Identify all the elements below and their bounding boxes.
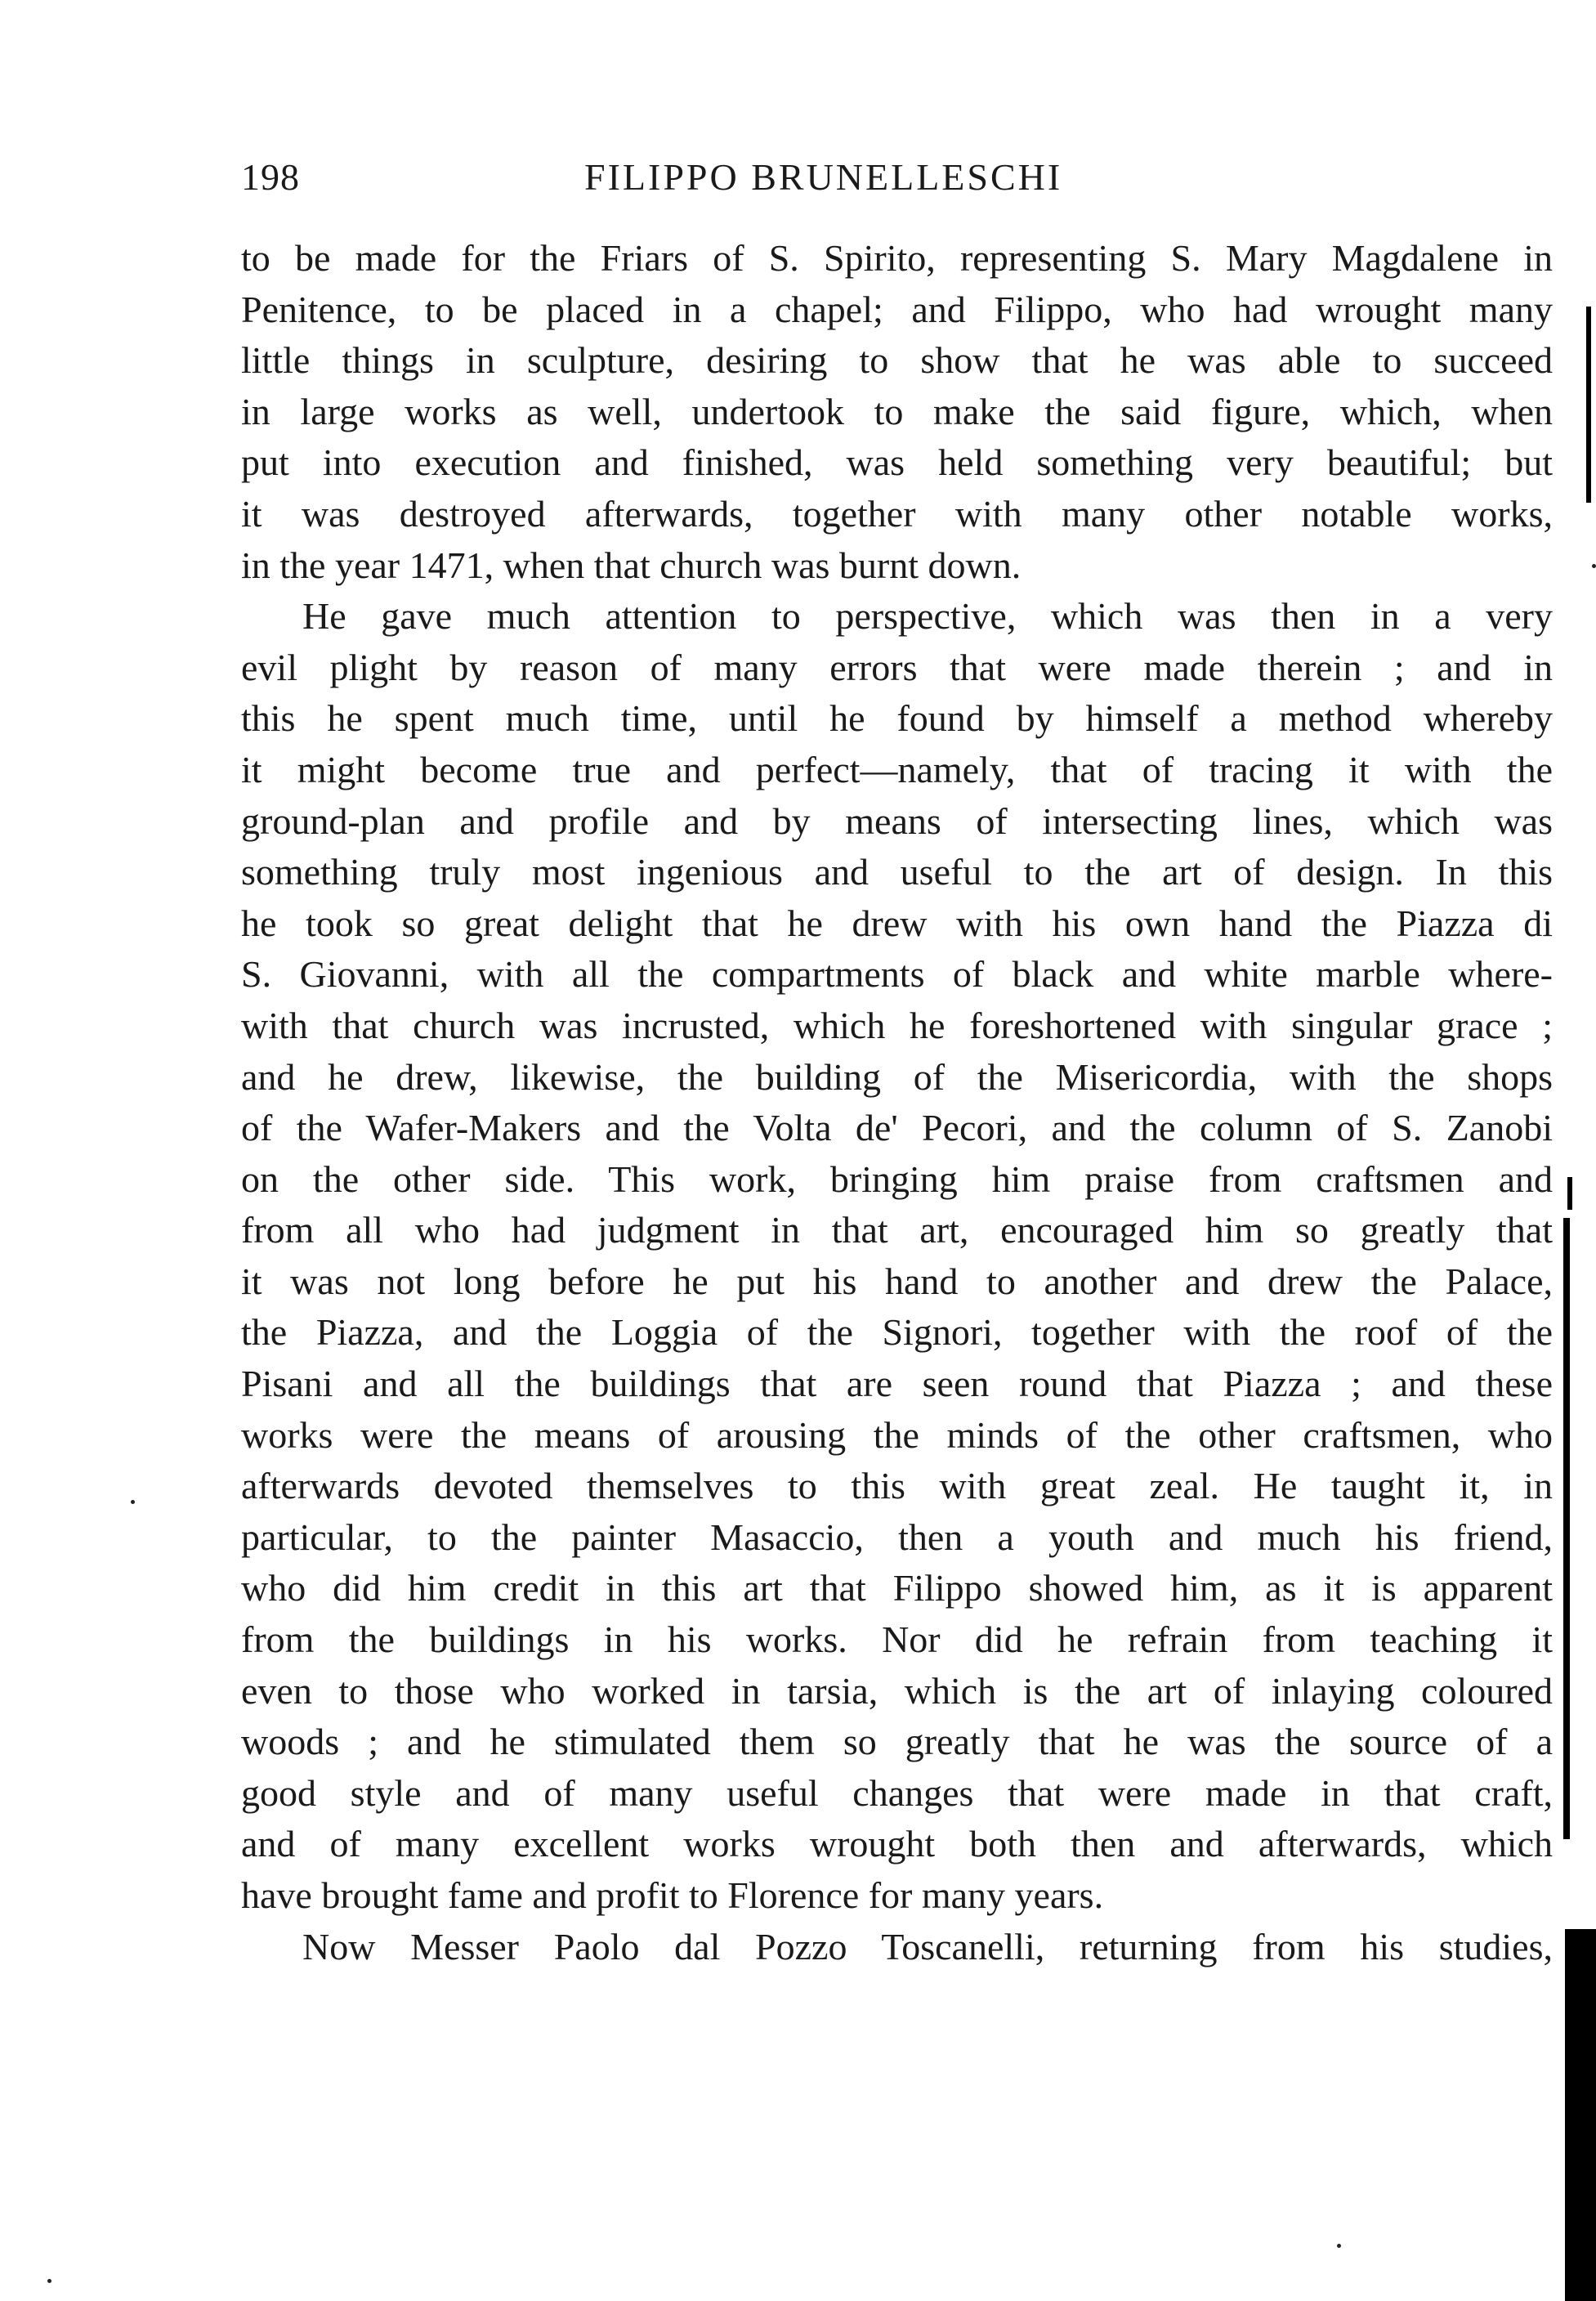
scan-speck <box>1592 564 1596 568</box>
body-text <box>241 233 1553 1972</box>
scan-speck <box>131 1500 135 1504</box>
text-line: on the other side. This work, bringing him praise from craftsmen and <box>241 1157 1553 1200</box>
text-line: to be made for the Friars of S. Spirito, representing S. Mary Magdalene in <box>241 237 1553 279</box>
text-line: and he drew, likewise, the building of the Misericordia, with the shops <box>241 1055 1553 1098</box>
running-head <box>241 155 1596 204</box>
scan-edge-mark <box>1586 307 1591 503</box>
text-line: and of many excellent works wrought both then and afterwards, which <box>241 1823 1553 1865</box>
text-line: Pisani and all the buildings that are seen round that Piazza ; and these <box>241 1363 1553 1405</box>
text-line: it was destroyed afterwards, together with many other notable works, <box>241 492 1553 535</box>
text-line: he took so great delight that he drew with his own hand the Piazza di <box>241 902 1553 944</box>
text-line: woods ; and he stimulated them so greatly that he was the source of a <box>241 1721 1553 1763</box>
text-line: in large works as well, undertook to make the said figure, which, when <box>241 390 1553 432</box>
paragraph-3 <box>241 1922 1553 1973</box>
text-line: evil plight by reason of many errors that were made therein ; and in <box>241 646 1553 688</box>
text-line: afterwards devoted themselves to this with great zeal. He taught it, in <box>241 1465 1553 1507</box>
text-line: from the buildings in his works. Nor did he refrain from teaching it <box>241 1618 1553 1661</box>
text-line: the Piazza, and the Loggia of the Signori, together with the roof of the <box>241 1311 1553 1354</box>
text-line: something truly most ingenious and useful to the art of design. In this <box>241 851 1553 893</box>
scan-edge-mark <box>1563 1218 1570 1839</box>
text-line: Penitence, to be placed in a chapel; and Filippo, who had wrought many <box>241 288 1553 330</box>
text-line: have brought fame and profit to Florence for many years. <box>241 1874 1104 1916</box>
text-line: little things in sculpture, desiring to show that he was able to succeed <box>241 339 1553 382</box>
text-line: particular, to the painter Masaccio, then a youth and much his friend, <box>241 1515 1553 1558</box>
text-line: ground-plan and profile and by means of intersecting lines, which was <box>241 799 1553 842</box>
running-title: FILIPPO BRUNELLESCHI <box>584 156 1063 198</box>
scan-edge-mark <box>1565 1929 1596 2301</box>
scan-speck <box>1337 2244 1341 2248</box>
text-line: who did him credit in this art that Filippo showed him, as it is apparent <box>241 1567 1553 1609</box>
text-line: S. Giovanni, with all the compartments of black and white marble where- <box>241 953 1553 996</box>
paragraph-2 <box>241 591 1553 1921</box>
scan-speck <box>47 2279 51 2283</box>
text-line: even to those who worked in tarsia, which is the art of inlaying coloured <box>241 1669 1553 1712</box>
paragraph-1 <box>241 233 1553 591</box>
page-number: 198 <box>241 156 300 198</box>
text-line: He gave much attention to perspective, which was then in a very <box>302 595 1553 638</box>
text-line: good style and of many useful changes that were made in that craft, <box>241 1771 1553 1814</box>
text-line: put into execution and finished, was held something very beautiful; but <box>241 441 1553 484</box>
text-line: from all who had judgment in that art, encouraged him so greatly that <box>241 1209 1553 1251</box>
text-line: it was not long before he put his hand to another and drew the Palace, <box>241 1260 1553 1302</box>
text-line: Now Messer Paolo dal Pozzo Toscanelli, returning from his studies, <box>302 1925 1553 1967</box>
text-line: of the Wafer-Makers and the Volta de' Pecori, and the column of S. Zanobi <box>241 1107 1553 1149</box>
text-line: this he spent much time, until he found by himself a method whereby <box>241 697 1553 740</box>
scan-edge-mark <box>1567 1177 1572 1210</box>
text-line: with that church was incrusted, which he foreshortened with singular grace ; <box>241 1004 1553 1046</box>
text-line: works were the means of arousing the minds of the other craftsmen, who <box>241 1413 1553 1456</box>
text-line: it might become true and perfect—namely, that of tracing it with the <box>241 748 1553 790</box>
text-line: in the year 1471, when that church was burnt down. <box>241 544 1022 586</box>
